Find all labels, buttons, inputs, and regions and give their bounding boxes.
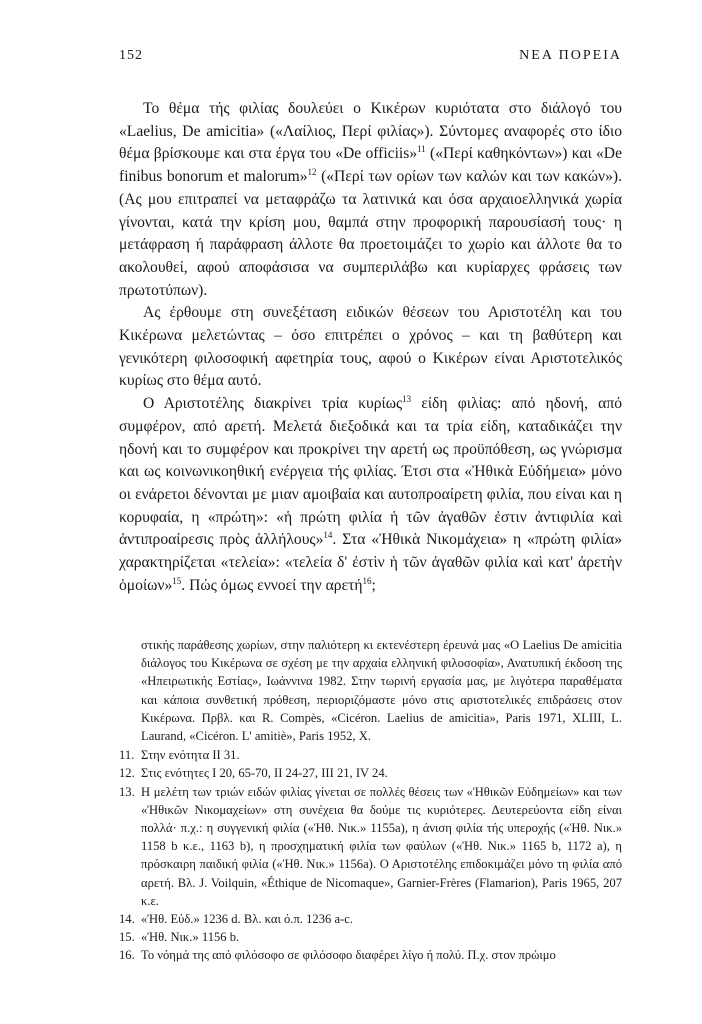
paragraph-2: Ας έρθουμε στη συνεξέταση ειδικών θέσεων του Αριστοτέλη και του Κικέρωνα μελετώντας – όσο επιτρέπει ο χρόνος – και τη βαθύτερη και γενικότερη φιλοσοφική αφετηρία τους, αφού ο Κικέρων είναι Αριστοτελικός κυρίως στο θέμα αυτό.	[119, 304, 622, 390]
footnote-number: 11.	[119, 748, 135, 763]
footnote-ref-13: 13	[402, 394, 412, 405]
text-run: Το θέμα τής φιλίας δουλεύει ο Κικέρων κυριότατα στο διάλογό του «Laelius, De amicitia» («Λαίλιος, Περί φιλίας»). Σύντομες αναφορές στο ίδιο θέμα βρίσκουμε και στα έργα του «De officiis»	[119, 100, 622, 163]
footnote-number: 13.	[119, 784, 135, 799]
page-header	[119, 48, 622, 68]
footnote-number: 14.	[119, 912, 135, 927]
page-number: 152	[119, 48, 143, 63]
footnote-ref-11: 11	[417, 144, 426, 155]
footnote-14	[119, 910, 622, 928]
text-run: («Περί των ορίων των καλών και των κακών»). (Ας μου επιτραπεί να μεταφράζω τα λατινικά και όσα αρχαιοελληνικά χωρία γίνονται, κατά την κρίση μου, θαμπά στην προφορική παρουσίασή τους· η μετάφραση ή παράφραση άλλοτε θα προετοιμάζει το χωρίο και άλλοτε θα το ακολουθεί, αφού αποφάσισα να συμπεριλάβω και κυρίαρχες φράσεις των πρωτοτύπων).	[119, 168, 622, 299]
footnote-number: 16.	[119, 948, 135, 963]
footnote-11	[119, 746, 622, 764]
footnotes	[119, 636, 622, 965]
footnote-continuation: στικής παράθεσης χωρίων, στην παλιότερη κι εκτενέστερη έρευνά μας «Ο Laelius De amicitia διάλογος του Κικέρωνα σε σχέση με την αρχαία ελληνική φιλοσοφία», Ανατυπική έκδοση της «Ηπειρωτικής Εστίας», Ιωάννινα 1982. Στην τωρινή εργασία μας, με λιγότερα παραθέματα και κάποια συνθετική πρόθεση, περιοριζόμαστε μόνο στις αριστοτελικές επιδράσεις στον Κικέρωνα. Πρβλ. και R. Compès, «Cicéron. Laelius de amicitia», Paris 1971, XLIII, L. Laurand, «Cicéron. L' amitiè», Paris 1952, X.	[141, 638, 622, 744]
footnote-ref-16: 16	[362, 575, 372, 586]
footnote-text: «Ἠθ. Εὐδ.» 1236 d. Βλ. και ό.π. 1236 a-c.	[141, 912, 353, 927]
main-text	[119, 98, 622, 597]
footnote-text: Η μελέτη των τριών ειδών φιλίας γίνεται σε πολλές θέσεις των «Ἠθικῶν Εὐδημείων» και των «Ἠθικῶν Νικομαχείων» στη συνέχεια θα δούμε τις κυριότερες. Δευτερεύοντα είδη είναι πολλά· π.χ.: η συγγενική φιλία («Ἠθ. Νικ.» 1155a), η άνιση φιλία τής υπεροχής («Ἠθ. Νικ.» 1158 b κ.ε., 1163 b), η προσχηματική φιλία των φαύλων («Ἠθ. Νικ.» 1165 b, 1172 a), η πρόσκαιρη παιδική φιλία («Ἠθ. Νικ.» 1156a). Ο Αριστοτέλης επιδοκιμάζει μόνο τη φιλία από αρετή. Βλ. J. Voilquin, «Éthique de Nicomaque», Garnier-Frères (Flamarion), Paris 1965, 207 κ.ε.	[141, 784, 622, 908]
footnote-ref-12: 12	[307, 167, 317, 178]
footnote-15	[119, 928, 622, 946]
footnote-text: Στις ενότητες I 20, 65-70, II 24-27, III 21, IV 24.	[141, 766, 388, 781]
footnote-ref-14: 14	[323, 530, 333, 541]
text-run: Ο Αριστοτέλης διακρίνει τρία κυρίως	[143, 395, 403, 413]
text-run: («Περί καθηκόντων») και «De finibus bonorum et malorum»	[119, 145, 622, 186]
footnote-text: «Ἠθ. Νικ.» 1156 b.	[141, 930, 240, 945]
footnote-13	[119, 783, 622, 910]
paragraph-1	[119, 98, 622, 302]
paragraph-3	[119, 393, 622, 597]
footnote-text: Το νόημά της από φιλόσοφο σε φιλόσοφο διαφέρει λίγο ή πολύ. Π.χ. στον πρώιμο	[141, 948, 556, 963]
running-title: ΝΕΑ ΠΟΡΕΙΑ	[519, 48, 622, 63]
footnote-text: Στην ενότητα II 31.	[141, 748, 240, 763]
footnote-16	[119, 946, 622, 964]
text-run: είδη φιλίας: από ηδονή, από συμφέρον, από αρετή. Μελετά διεξοδικά και τα τρία είδη, καταδικάζει την ηδονή και το συμφέρον και προκρίνει την αρετή ως προϋπόθεση, ως γνώρισμα και ως κοινωνικοηθική ενέργεια τής φιλίας. Έτσι στα «Ἠθικὰ Εὐδήμεια» μόνο οι ενάρετοι δένονται με μιαν αμοιβαία και αυτοπροαίρετη φιλία, που είναι και η κορυφαία, η «πρώτη»: «ἡ πρώτη φιλία ἡ τῶν ἀγαθῶν ἐστιν ἀντιφιλία καὶ ἀντιπροαίρεσις πρὸς ἀλλήλους»	[119, 395, 622, 549]
footnote-12	[119, 764, 622, 782]
text-run: . Στα «Ἠθικὰ Νικομάχεια» η «πρώτη φιλία» χαρακτηρίζεται «τελεία»: «τελεία δ' ἐστὶν ἡ τῶν ἀγαθῶν φιλία καὶ κατ' ἀρετὴν ὁμοίων»	[119, 531, 622, 594]
footnote-ref-15: 15	[172, 575, 182, 586]
footnote-number: 15.	[119, 930, 135, 945]
text-run: ;	[371, 576, 376, 594]
footnote-number: 12.	[119, 766, 135, 781]
text-run: . Πώς όμως εννοεί την αρετή	[181, 576, 363, 594]
